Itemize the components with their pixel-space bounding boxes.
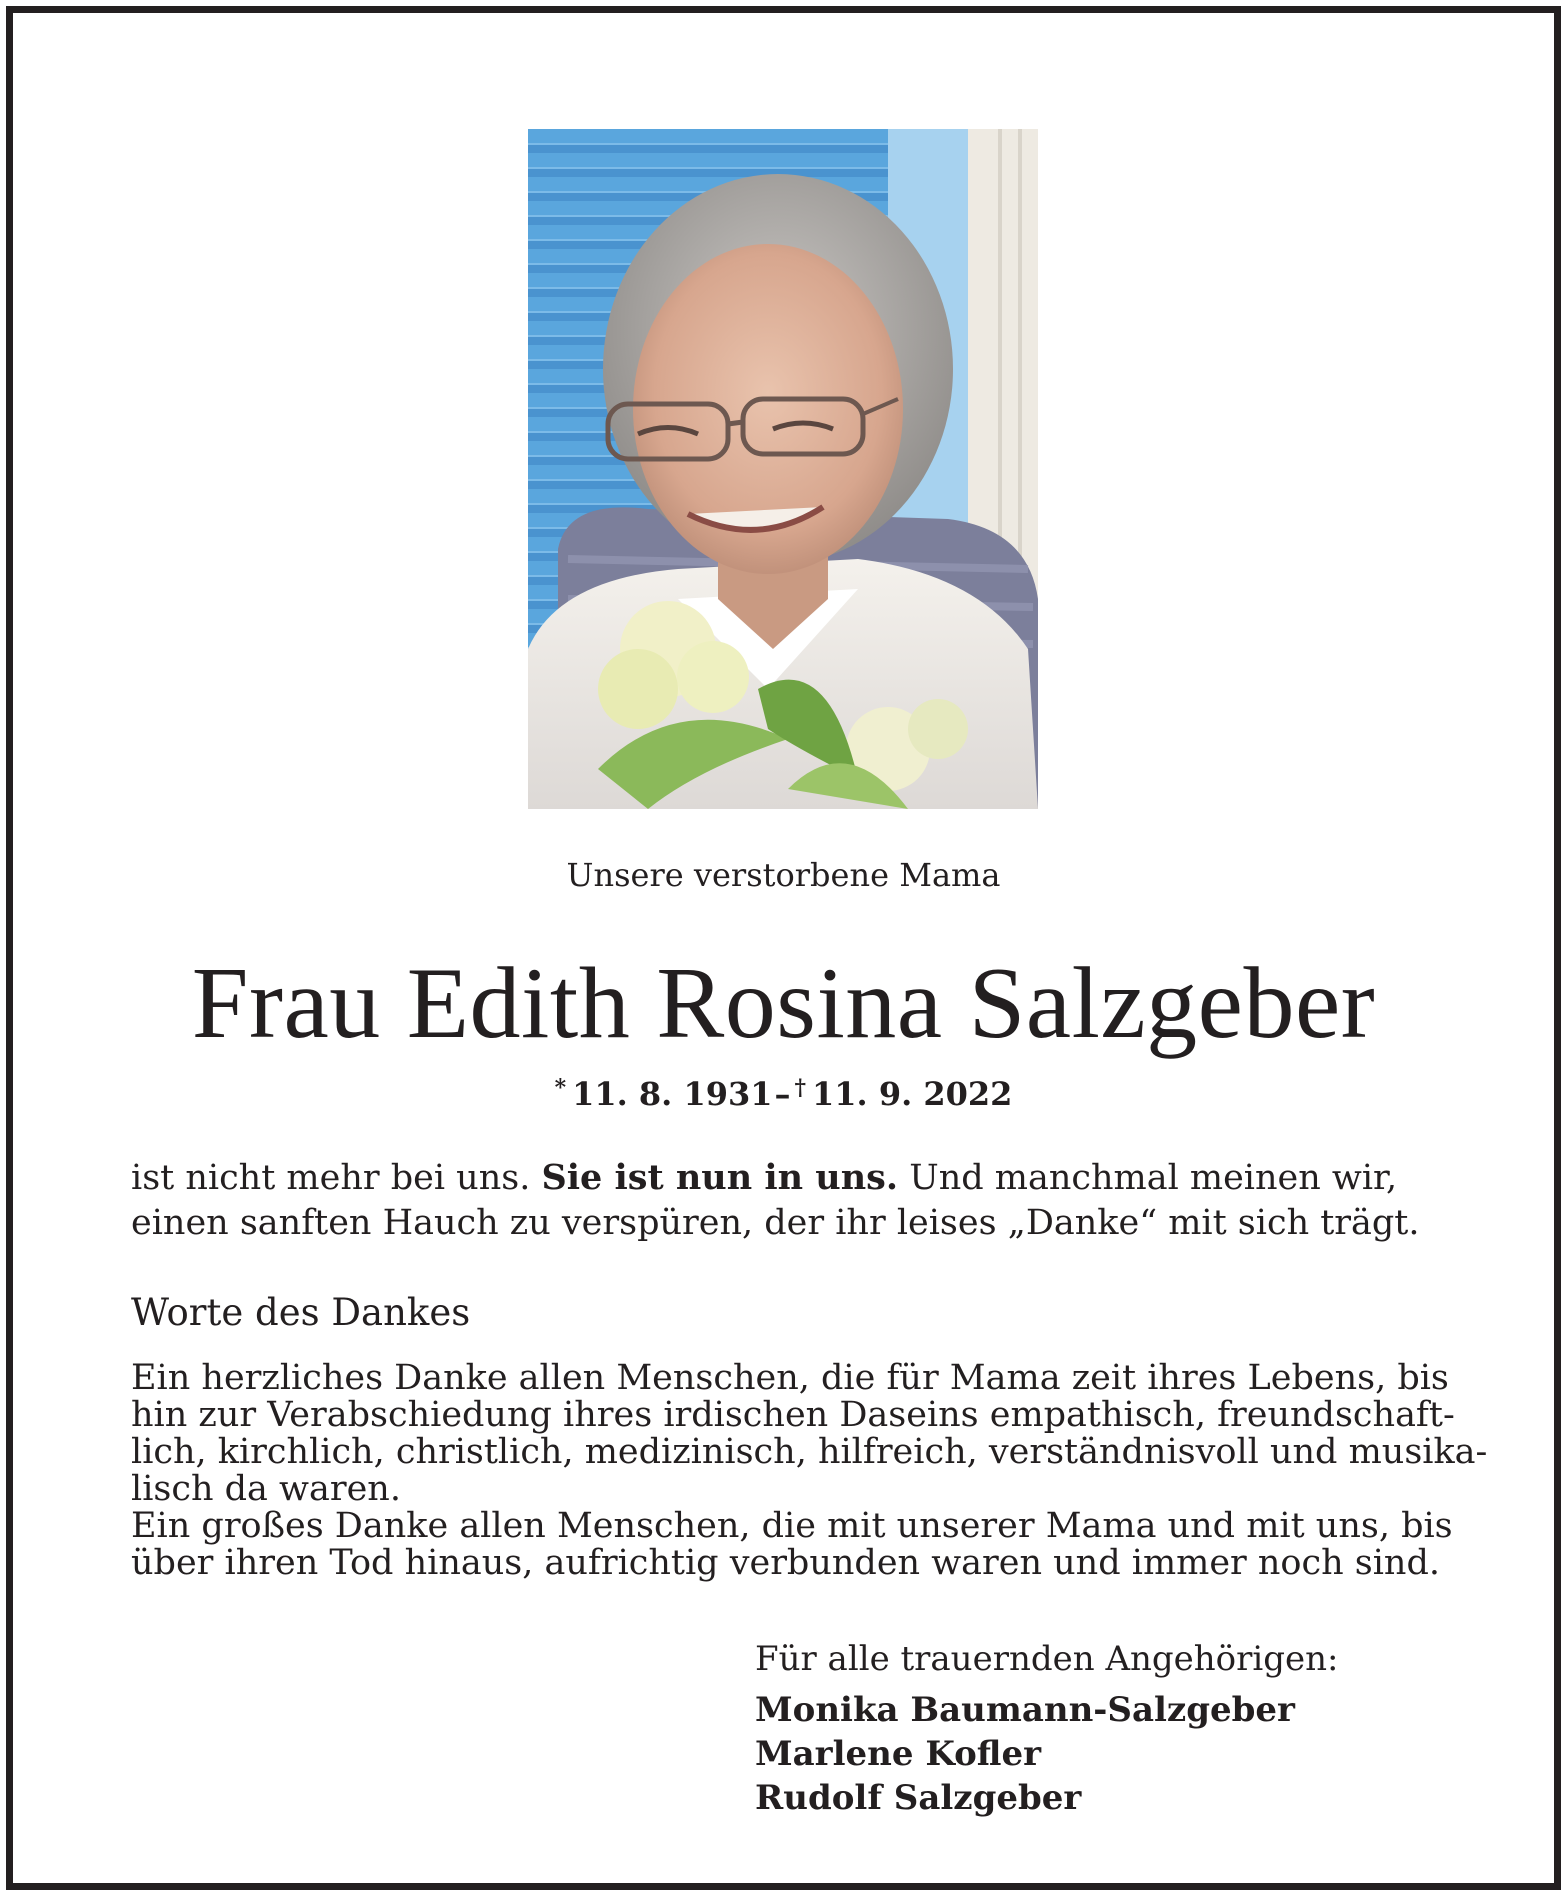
thanks-paragraph — [131, 1358, 1488, 1583]
lead-text-end: Und manchmal meinen wir, einen sanften Hauch zu verspüren, der ihr leises „Danke“ mit sich trägt. — [131, 1158, 1420, 1243]
deceased-name: Frau Edith Rosina Salzgeber — [191, 947, 1376, 1060]
thanks-heading: Worte des Dankes — [131, 1291, 471, 1334]
portrait-photo — [528, 129, 1038, 809]
thanks-line: über ihren Tod hinaus, aufrichtig verbunden waren und immer noch sind. — [131, 1543, 1440, 1583]
lead-paragraph — [131, 1155, 1441, 1246]
thanks-line: hin zur Verabschiedung ihres irdischen Daseins empathisch, freundschaft- — [131, 1395, 1455, 1435]
death-date: 11. 9. 2022 — [812, 1075, 1013, 1113]
thanks-line: lich, kirchlich, christlich, medizinisch, hilfreich, verständnisvoll und musika- — [131, 1432, 1488, 1472]
thanks-line: Ein großes Danke allen Menschen, die mit unserer Mama und mit uns, bis — [131, 1506, 1453, 1546]
birth-symbol: * — [554, 1075, 567, 1101]
signer-name: Monika Baumann-Salzgeber — [755, 1690, 1295, 1730]
date-separator: – — [774, 1075, 791, 1113]
life-dates — [0, 1074, 1567, 1114]
intro-line: Unsere verstorbene Mama — [566, 856, 1001, 894]
thanks-line: Ein herzliches Danke allen Menschen, die für Mama zeit ihres Lebens, bis — [131, 1358, 1449, 1398]
thanks-line: lisch da waren. — [131, 1469, 401, 1509]
birth-date: 11. 8. 1931 — [572, 1075, 773, 1113]
lead-text-start: ist nicht mehr bei uns. — [131, 1158, 542, 1198]
signers-list — [755, 1688, 1295, 1820]
death-symbol: † — [794, 1075, 807, 1101]
signer-name: Rudolf Salzgeber — [755, 1778, 1082, 1818]
signature-intro: Für alle trauernden Angehörigen: — [755, 1639, 1339, 1679]
lead-text-bold: Sie ist nun in uns. — [541, 1157, 899, 1198]
signer-name: Marlene Kofler — [755, 1734, 1042, 1774]
